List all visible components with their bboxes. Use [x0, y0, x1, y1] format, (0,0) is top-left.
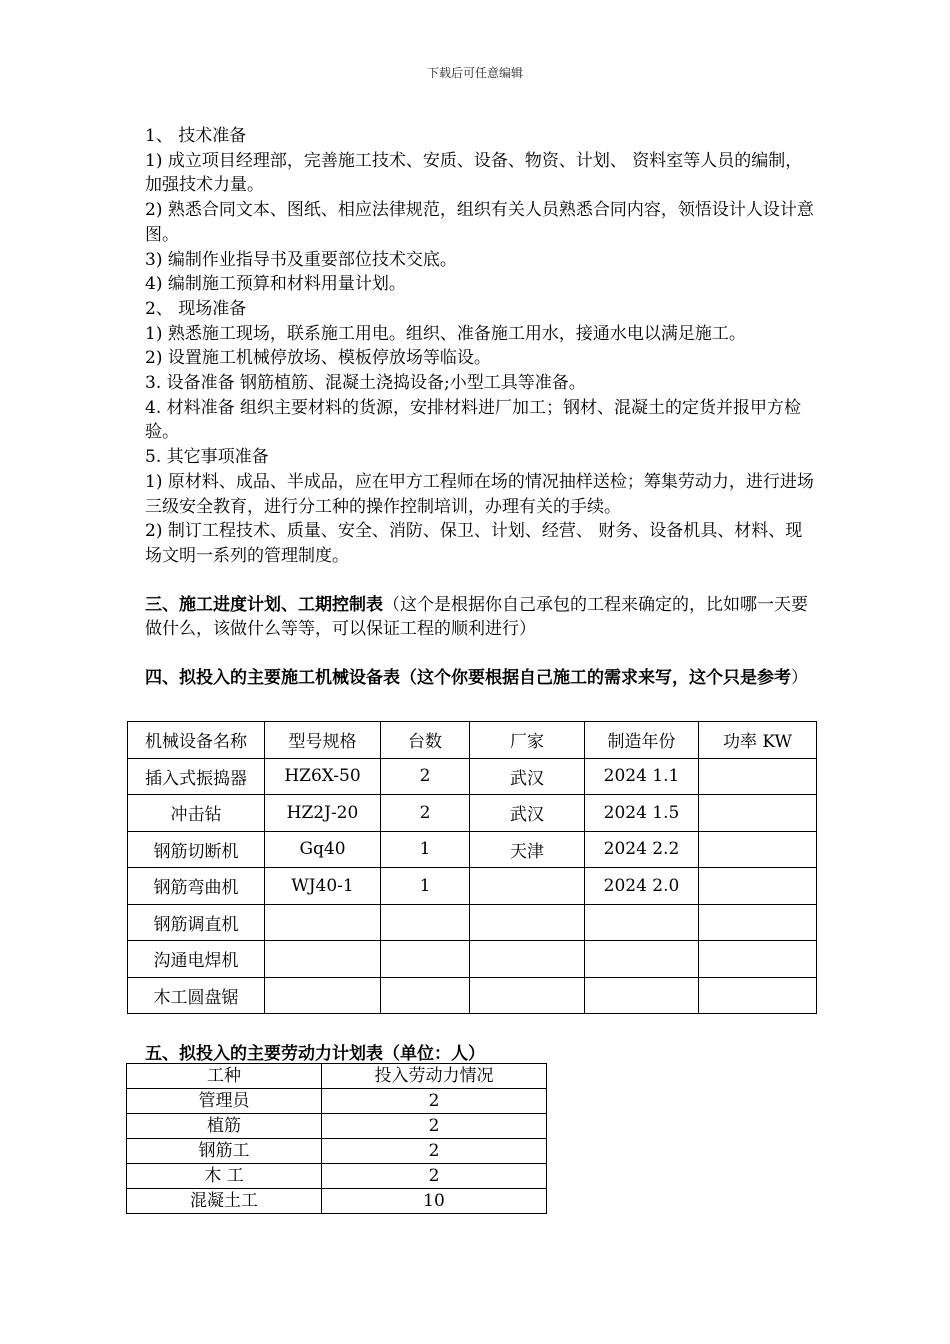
table-row: [127, 1164, 547, 1189]
table-header-row: [128, 722, 817, 759]
table-cell: 2: [322, 1114, 547, 1139]
header-cell: 厂家: [470, 722, 585, 759]
table-cell: 混凝土工: [127, 1189, 322, 1214]
header-cell: 功率 KW: [699, 722, 817, 759]
header-cell: 投入劳动力情况: [322, 1064, 547, 1089]
paragraph: 3. 设备准备 钢筋植筋、混凝土浇捣设备;小型工具等准备。: [145, 373, 586, 394]
table-cell: [585, 977, 699, 1014]
table-cell: [585, 904, 699, 941]
section-3-title: 三、施工进度计划、工期控制表: [145, 594, 383, 615]
table-row: [127, 1189, 547, 1214]
table-cell: [699, 831, 817, 868]
table-cell: Gq40: [265, 831, 381, 868]
table-cell: 1: [381, 868, 470, 905]
table-cell: [585, 941, 699, 978]
table-cell: [470, 977, 585, 1014]
table-cell: 武汉: [470, 795, 585, 832]
heading-other-prep: 5. 其它事项准备: [145, 447, 269, 468]
header-cell: 制造年份: [585, 722, 699, 759]
header-cell: 台数: [381, 722, 470, 759]
table-cell: 1: [381, 831, 470, 868]
document-body: [145, 124, 815, 691]
table-row: [128, 904, 817, 941]
table-cell: 2: [322, 1139, 547, 1164]
table-cell: [470, 868, 585, 905]
paragraph: 4) 编制施工预算和材料用量计划。: [145, 274, 406, 295]
table-cell: 冲击钻: [128, 795, 265, 832]
paragraph: 2) 熟悉合同文本、图纸、相应法律规范，组织有关人员熟悉合同内容，领悟设计人设计意图。: [145, 200, 814, 245]
table-cell: 木 工: [127, 1164, 322, 1189]
table-cell: [699, 868, 817, 905]
table-cell: 2024 2.2: [585, 831, 699, 868]
section-3-note: （这个是根据你自己承包的工程来确定的，比如哪一天要做什么，该做什么等等，可以保证工程的顺利进行）: [145, 594, 808, 640]
table-cell: 管理员: [127, 1089, 322, 1114]
table-cell: [381, 904, 470, 941]
table-cell: HZ2J-20: [265, 795, 381, 832]
equipment-table: [127, 721, 817, 1014]
table-cell: 钢筋弯曲机: [128, 868, 265, 905]
section-4-heading: [145, 666, 815, 691]
header-cell: 机械设备名称: [128, 722, 265, 759]
table-cell: [699, 904, 817, 941]
table-cell: 钢筋切断机: [128, 831, 265, 868]
table-cell: [381, 977, 470, 1014]
paragraph: 3) 编制作业指导书及重要部位技术交底。: [145, 249, 457, 270]
table-cell: [265, 904, 381, 941]
table-cell: [699, 795, 817, 832]
table-cell: [265, 941, 381, 978]
table-cell: 插入式振捣器: [128, 758, 265, 795]
header-cell: 型号规格: [265, 722, 381, 759]
table-row: [127, 1114, 547, 1139]
table-row: [128, 977, 817, 1014]
table-cell: 钢筋调直机: [128, 904, 265, 941]
section-3-heading: [145, 593, 815, 642]
table-cell: WJ40-1: [265, 868, 381, 905]
table-cell: 2: [322, 1089, 547, 1114]
table-cell: [470, 904, 585, 941]
table-cell: 2: [381, 758, 470, 795]
paragraph: 1) 原材料、成品、半成品，应在甲方工程师在场的情况抽样送检；筹集劳动力，进行进场三级安全教育，进行分工种的操作控制培训，办理有关的手续。: [145, 471, 814, 517]
table-row: [128, 868, 817, 905]
table-row: [128, 795, 817, 832]
table-row: [127, 1139, 547, 1164]
table-cell: 2: [381, 795, 470, 832]
table-header-row: [127, 1064, 547, 1089]
table-cell: 钢筋工: [127, 1139, 322, 1164]
paragraph: 2) 制订工程技术、质量、安全、消防、保卫、计划、经营、 财务、设备机具、材料、现场文明一系列的管理制度。: [145, 521, 803, 566]
table-cell: 2024 2.0: [585, 868, 699, 905]
section-4-title: 四、拟投入的主要施工机械设备表（这个你要根据自己施工的需求来写，这个只是参考: [145, 668, 791, 689]
table-cell: 2024 1.1: [585, 758, 699, 795]
table-cell: [381, 941, 470, 978]
table-cell: [699, 758, 817, 795]
table-row: [128, 758, 817, 795]
table-cell: 植筋: [127, 1114, 322, 1139]
heading-tech-prep: 1、 技术准备: [145, 126, 247, 146]
table-row: [128, 831, 817, 868]
paragraph: 2) 设置施工机械停放场、模板停放场等临设。: [145, 348, 491, 369]
page-header: 下载后可任意编辑: [426, 66, 523, 80]
table-cell: [470, 941, 585, 978]
paragraph: 1) 成立项目经理部，完善施工技术、安质、设备、物资、计划、 资料室等人员的编制，加强技术力量。: [145, 150, 803, 196]
paragraph: 1) 熟悉施工现场，联系施工用电。组织、准备施工用水，接通水电以满足施工。: [145, 323, 746, 344]
table-row: [128, 941, 817, 978]
section-5-title: 五、拟投入的主要劳动力计划表（单位：人）: [145, 1044, 485, 1064]
table-cell: 天津: [470, 831, 585, 868]
table-cell: [699, 977, 817, 1014]
paragraph: 4. 材料准备 组织主要材料的货源，安排材料进厂加工；钢材、混凝土的定货并报甲方检验。: [145, 397, 802, 443]
section-4-title-end: ）: [791, 668, 808, 689]
table-row: [127, 1089, 547, 1114]
labor-table: [126, 1063, 547, 1214]
table-cell: 2: [322, 1164, 547, 1189]
heading-site-prep: 2、 现场准备: [145, 298, 247, 319]
header-cell: 工种: [127, 1064, 322, 1089]
table-cell: [699, 941, 817, 978]
table-cell: 2024 1.5: [585, 795, 699, 832]
table-cell: 沟通电焊机: [128, 941, 265, 978]
table-cell: HZ6X-50: [265, 758, 381, 795]
table-cell: 木工圆盘锯: [128, 977, 265, 1014]
table-cell: [265, 977, 381, 1014]
table-cell: 10: [322, 1189, 547, 1214]
table-cell: 武汉: [470, 758, 585, 795]
